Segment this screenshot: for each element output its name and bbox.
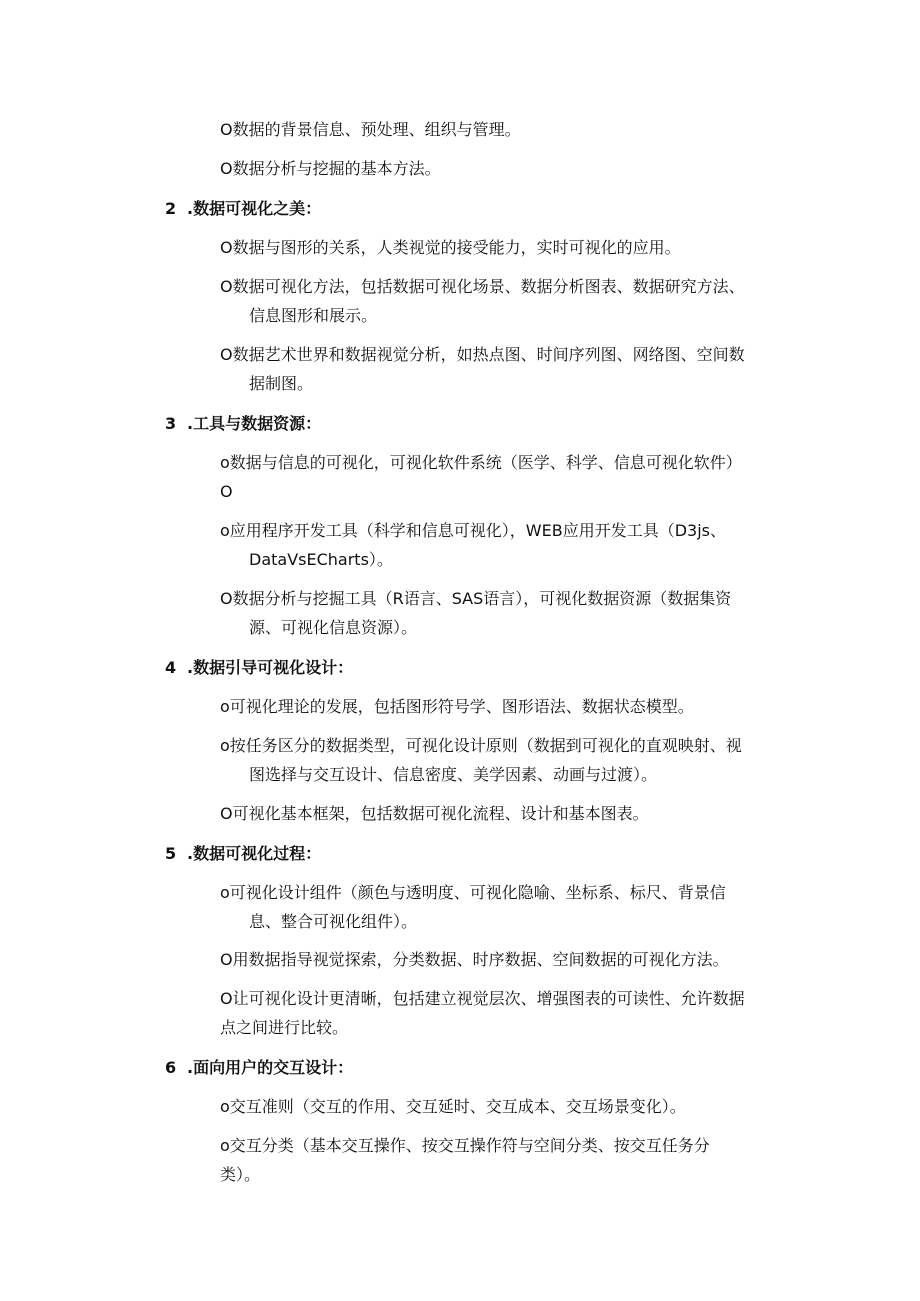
list-item: o可视化理论的发展，包括图形符号学、图形语法、数据状态模型。 (220, 697, 694, 716)
list-item: O数据可视化方法，包括数据可视化场景、数据分析图表、数据研究方法、 (220, 277, 745, 296)
list-item: o交互分类（基本交互操作、按交互操作符与空间分类、按交互任务分 (220, 1136, 710, 1155)
section-title: .数据引导可视化设计： (187, 658, 354, 677)
section-number: 3 (165, 414, 177, 433)
list-item-continuation: 据制图。 (249, 374, 314, 393)
list-item: O让可视化设计更清晰，包括建立视觉层次、增强图表的可读性、允许数据 (220, 989, 745, 1008)
section-number: 6 (165, 1058, 177, 1077)
list-item: O数据与图形的关系，人类视觉的接受能力，实时可视化的应用。 (220, 238, 681, 257)
section-title: .工具与数据资源： (187, 414, 322, 433)
list-item: O数据分析与挖掘的基本方法。 (220, 159, 441, 178)
list-item: o交互准则（交互的作用、交互延时、交互成本、交互场景变化）。 (220, 1097, 686, 1116)
section-title: .数据可视化之美： (187, 199, 322, 218)
list-item: O可视化基本框架，包括数据可视化流程、设计和基本图表。 (220, 804, 649, 823)
list-item-continuation: 图选择与交互设计、信息密度、美学因素、动画与过渡）。 (249, 765, 658, 784)
section-number: 2 (165, 199, 177, 218)
list-item-continuation: 点之间进行比较。 (220, 1018, 349, 1037)
list-item-continuation: 信息图形和展示。 (249, 306, 378, 325)
list-item: o应用程序开发工具（科学和信息可视化），WEB应用开发工具（D3js、 (220, 521, 726, 540)
list-item-continuation: O (220, 482, 233, 501)
list-item-continuation: DataVsECharts）。 (249, 550, 393, 569)
list-item: O数据艺术世界和数据视觉分析，如热点图、时间序列图、网络图、空间数 (220, 345, 745, 364)
list-item: O用数据指导视觉探索，分类数据、时序数据、空间数据的可视化方法。 (220, 950, 729, 969)
list-item-continuation: 息、整合可视化组件）。 (249, 912, 418, 931)
list-item: O数据的背景信息、预处理、组织与管理。 (220, 120, 521, 139)
section-title: .数据可视化过程： (187, 844, 322, 863)
list-item: o按任务区分的数据类型，可视化设计原则（数据到可视化的直观映射、视 (220, 736, 742, 755)
section-number: 4 (165, 658, 177, 677)
list-item-continuation: 源、可视化信息资源）。 (249, 618, 418, 637)
section-title: .面向用户的交互设计： (187, 1058, 354, 1077)
list-item: o数据与信息的可视化，可视化软件系统（医学、科学、信息可视化软件） (220, 453, 742, 472)
section-number: 5 (165, 844, 177, 863)
list-item-continuation: 类）。 (220, 1165, 261, 1184)
list-item: o可视化设计组件（颜色与透明度、可视化隐喻、坐标系、标尺、背景信 (220, 883, 726, 902)
list-item: O数据分析与挖掘工具（R语言、SAS语言），可视化数据资源（数据集资 (220, 589, 732, 608)
